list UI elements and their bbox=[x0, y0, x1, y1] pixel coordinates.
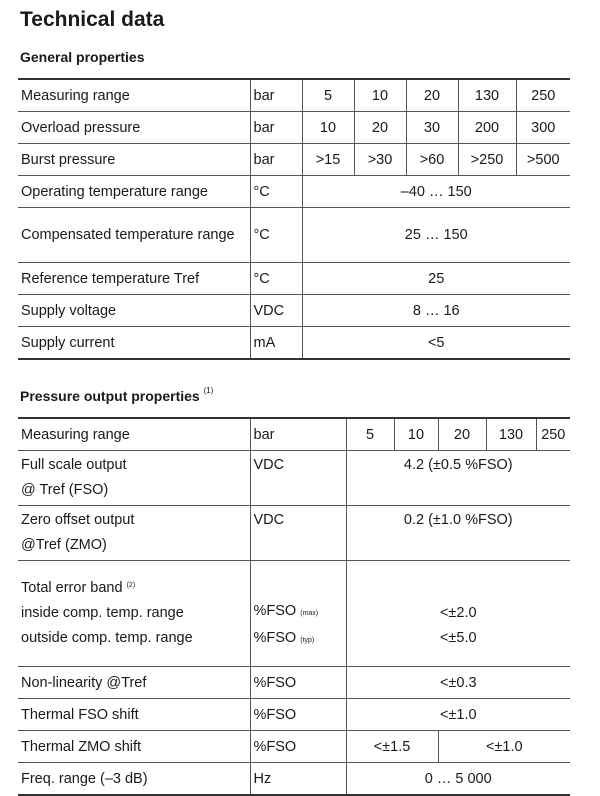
row-unit: VDC bbox=[250, 295, 302, 327]
table-cell: 300 bbox=[516, 112, 570, 144]
row-unit: bar bbox=[250, 112, 302, 144]
table-cell: >250 bbox=[458, 144, 516, 176]
row-unit: °C bbox=[250, 263, 302, 295]
table-row bbox=[18, 327, 570, 360]
table-cell: 20 bbox=[438, 418, 486, 451]
row-label: Reference temperature Tref bbox=[18, 263, 250, 295]
row-label: Measuring range bbox=[18, 418, 250, 451]
table-cell: 30 bbox=[406, 112, 458, 144]
row-unit: Hz bbox=[250, 763, 346, 796]
table-cell: <±1.0 bbox=[438, 731, 570, 763]
table-row bbox=[18, 451, 570, 506]
table-cell: 200 bbox=[458, 112, 516, 144]
table-cell: 0.2 (±1.0 %FSO) bbox=[346, 506, 570, 561]
table-cell: <±1.0 bbox=[346, 699, 570, 731]
table-cell: 10 bbox=[302, 112, 354, 144]
row-unit: mA bbox=[250, 327, 302, 360]
table-cell: 5 bbox=[302, 79, 354, 112]
footnote-ref: (1) bbox=[203, 386, 214, 395]
table-cell: 5 bbox=[346, 418, 394, 451]
row-unit: %FSO bbox=[250, 699, 346, 731]
footnote-ref: (2) bbox=[126, 582, 136, 589]
table-row bbox=[18, 79, 570, 112]
row-label: Overload pressure bbox=[18, 112, 250, 144]
row-unit: °C bbox=[250, 176, 302, 208]
table-cell: >15 bbox=[302, 144, 354, 176]
row-unit: VDC bbox=[250, 451, 346, 506]
table-cell: <±1.5 bbox=[346, 731, 438, 763]
row-label: Thermal ZMO shift bbox=[18, 731, 250, 763]
table-cell: 25 … 150 bbox=[302, 208, 570, 263]
row-label: Supply voltage bbox=[18, 295, 250, 327]
row-label: Compensated temperature range bbox=[18, 208, 250, 263]
table-cell: <±2.0 <±5.0 bbox=[346, 561, 570, 667]
table-row bbox=[18, 263, 570, 295]
row-label: Total error band $^{(2)}$ inside comp. temp. range outside comp. temp. range bbox=[18, 561, 250, 667]
table-row bbox=[18, 561, 570, 667]
table-row bbox=[18, 112, 570, 144]
table-cell: >60 bbox=[406, 144, 458, 176]
row-label: Burst pressure bbox=[18, 144, 250, 176]
table-row bbox=[18, 506, 570, 561]
row-label: Full scale output @ Tref (FSO) bbox=[18, 451, 250, 506]
table-cell: 250 bbox=[536, 418, 570, 451]
table-row bbox=[18, 699, 570, 731]
row-unit: bar bbox=[250, 144, 302, 176]
table-row bbox=[18, 763, 570, 796]
table-row bbox=[18, 418, 570, 451]
table-cell: <±0.3 bbox=[346, 667, 570, 699]
row-label: Freq. range (–3 dB) bbox=[18, 763, 250, 796]
table-cell: >30 bbox=[354, 144, 406, 176]
table-cell: 8 … 16 bbox=[302, 295, 570, 327]
table-cell: 130 bbox=[458, 79, 516, 112]
row-label: Measuring range bbox=[18, 79, 250, 112]
row-unit: °C bbox=[250, 208, 302, 263]
table-cell: 10 bbox=[394, 418, 438, 451]
table-row bbox=[18, 208, 570, 263]
table-cell: <5 bbox=[302, 327, 570, 360]
row-unit: bar bbox=[250, 79, 302, 112]
table-cell: 20 bbox=[354, 112, 406, 144]
pressure-output-table bbox=[18, 417, 570, 796]
row-unit: bar bbox=[250, 418, 346, 451]
row-label: Non-linearity @Tref bbox=[18, 667, 250, 699]
table-row bbox=[18, 667, 570, 699]
pressure-output-heading: Pressure output properties $^{(1)}$ bbox=[20, 386, 214, 404]
table-cell: 250 bbox=[516, 79, 570, 112]
row-label: Zero offset output @Tref (ZMO) bbox=[18, 506, 250, 561]
row-unit: %FSO (max) %FSO (typ) bbox=[250, 561, 346, 667]
table-row bbox=[18, 176, 570, 208]
general-properties-table bbox=[18, 78, 570, 360]
table-cell: 130 bbox=[486, 418, 536, 451]
table-row bbox=[18, 144, 570, 176]
page-title: Technical data bbox=[20, 8, 165, 31]
row-unit: %FSO bbox=[250, 667, 346, 699]
table-cell: 25 bbox=[302, 263, 570, 295]
row-unit: VDC bbox=[250, 506, 346, 561]
table-cell: >500 bbox=[516, 144, 570, 176]
row-label: Supply current bbox=[18, 327, 250, 360]
general-properties-heading: General properties bbox=[20, 49, 145, 65]
row-unit: %FSO bbox=[250, 731, 346, 763]
row-label: Thermal FSO shift bbox=[18, 699, 250, 731]
table-row bbox=[18, 295, 570, 327]
table-row bbox=[18, 731, 570, 763]
table-cell: –40 … 150 bbox=[302, 176, 570, 208]
row-label: Operating temperature range bbox=[18, 176, 250, 208]
table-cell: 0 … 5 000 bbox=[346, 763, 570, 796]
table-cell: 20 bbox=[406, 79, 458, 112]
table-cell: 4.2 (±0.5 %FSO) bbox=[346, 451, 570, 506]
table-cell: 10 bbox=[354, 79, 406, 112]
